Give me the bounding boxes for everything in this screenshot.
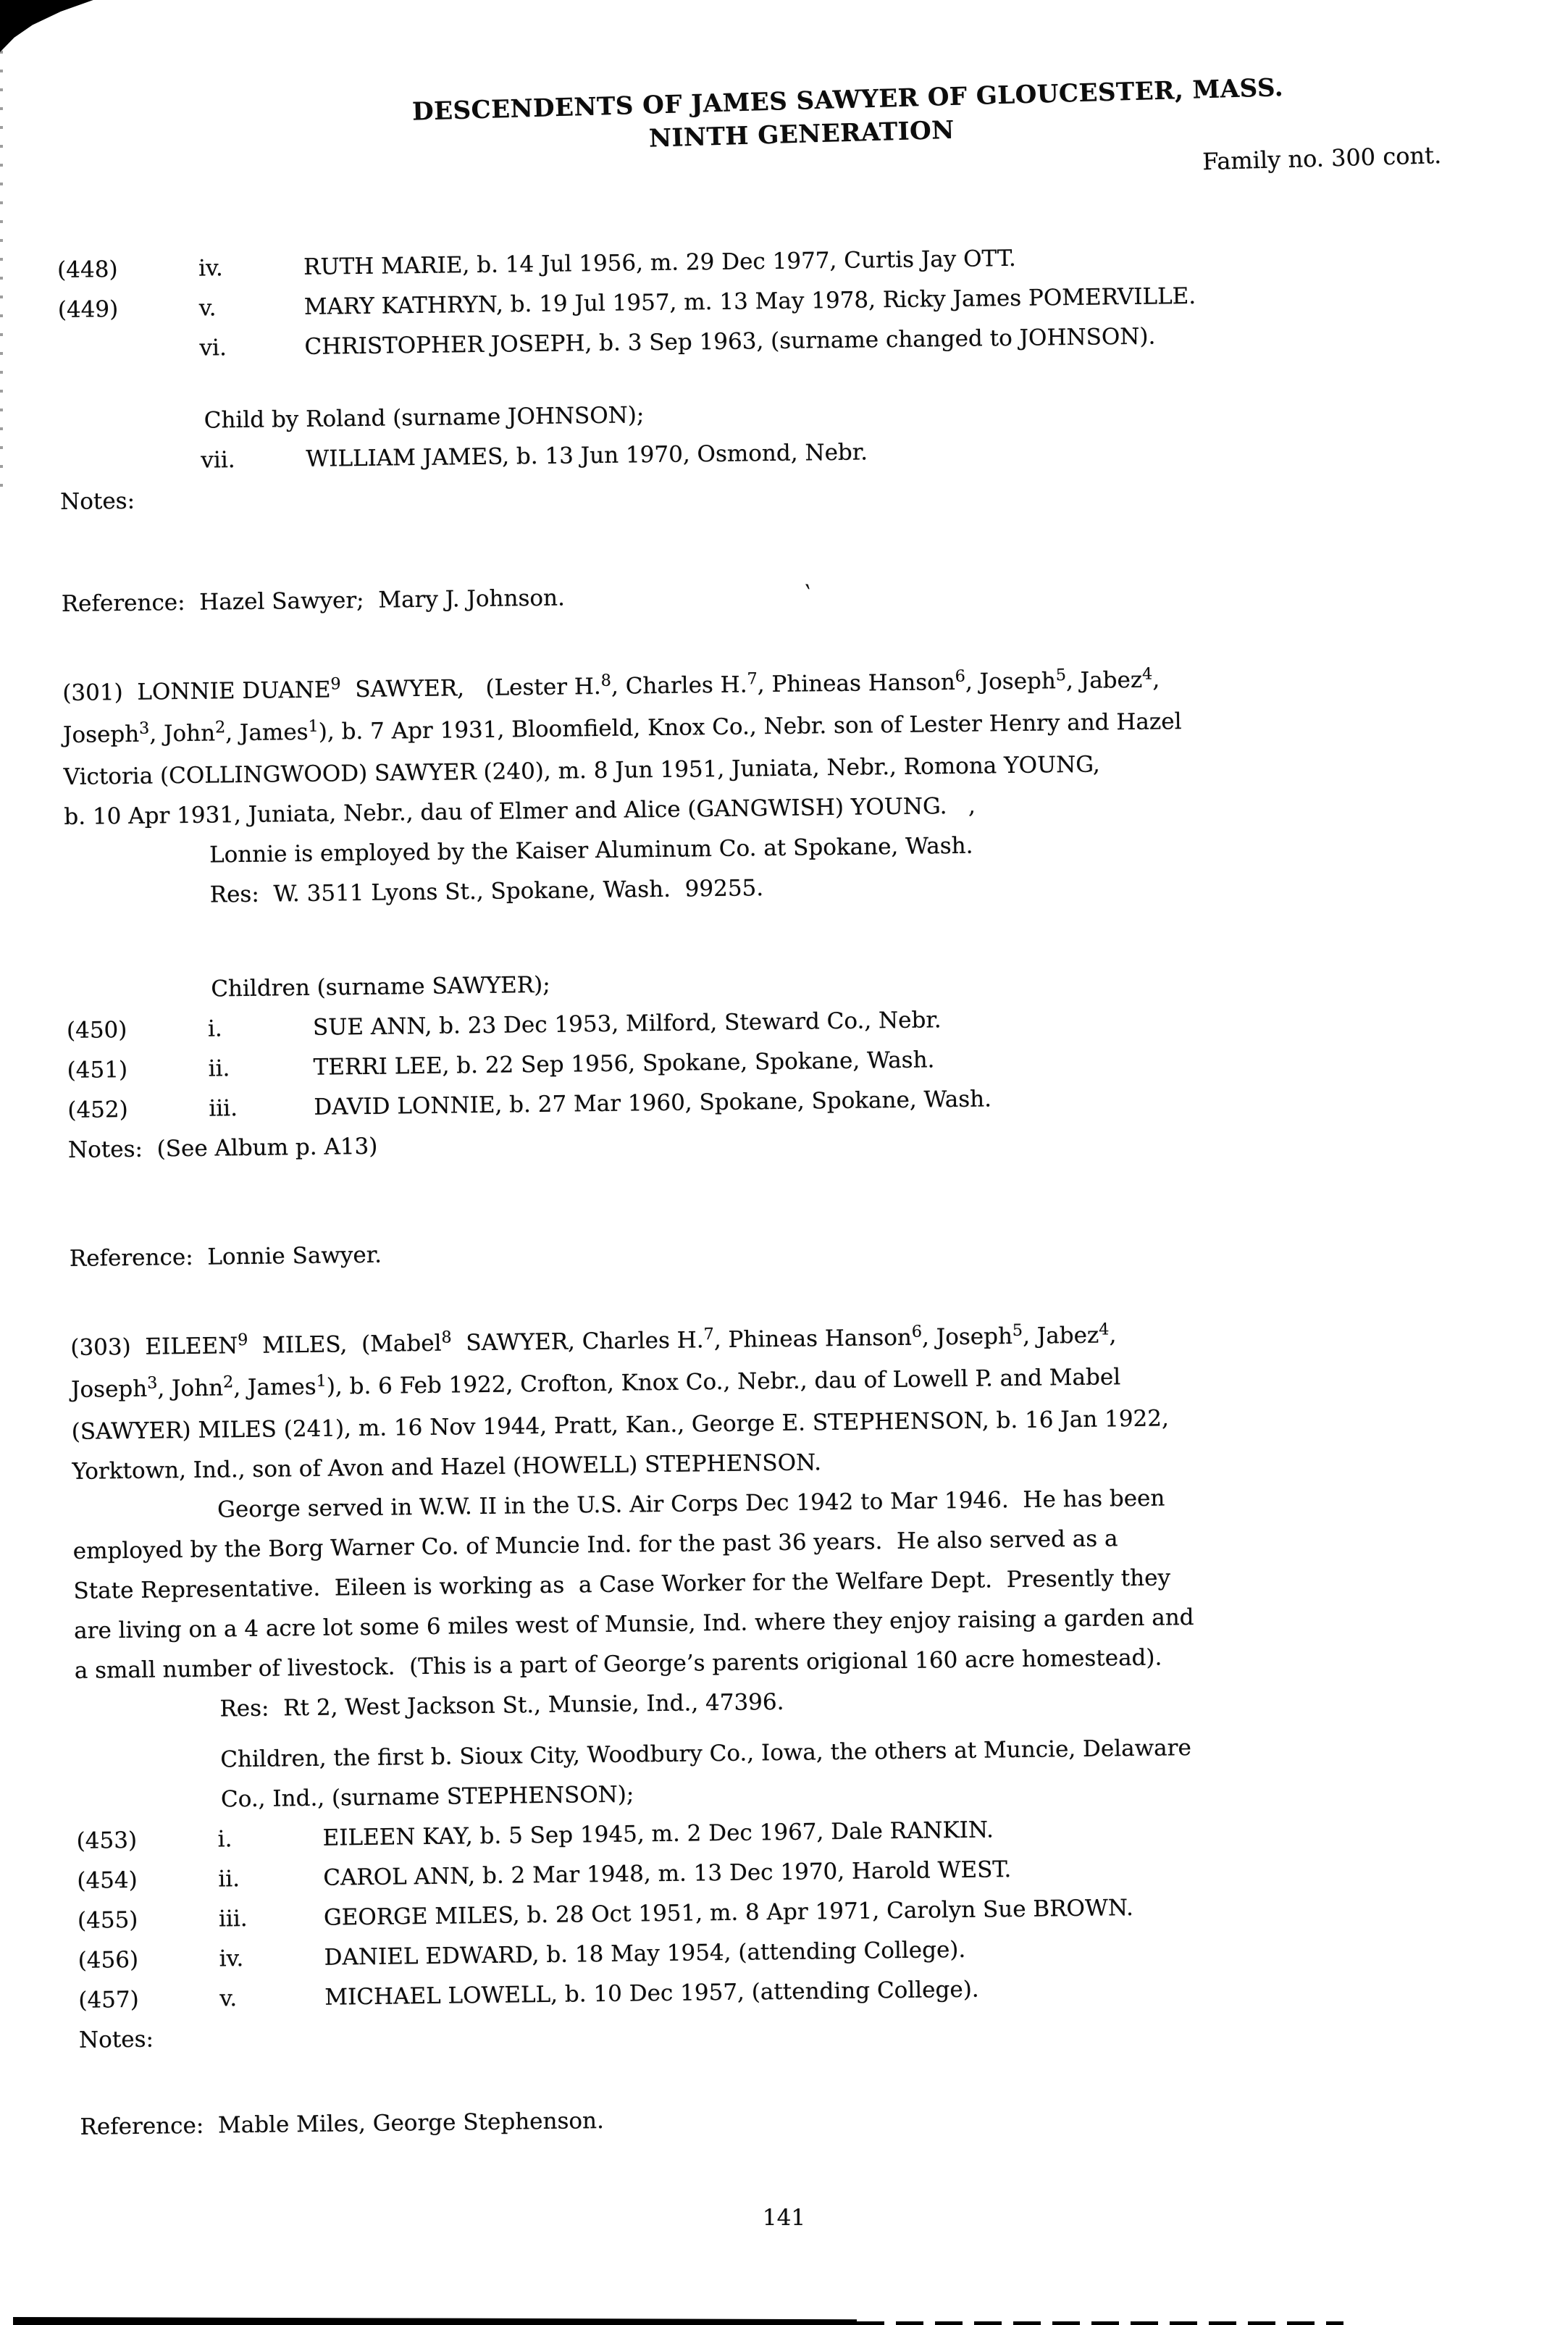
- child-number: (451): [67, 1056, 128, 1084]
- reference-text: Reference: Hazel Sawyer; Mary J. Johnson.: [61, 585, 566, 618]
- child-roman: vii.: [201, 447, 235, 474]
- child-number: [59, 441, 201, 482]
- child-text: WILLIAM JAMES, b. 13 Jun 1970, Osmond, Nebr.: [306, 439, 868, 472]
- child-roman: iii.: [209, 1095, 238, 1122]
- child-text: DANIEL EDWARD, b. 18 May 1954, (attending College).: [324, 1936, 966, 1971]
- page-title: DESCENDENTS OF JAMES SAWYER OF GLOUCESTER, MASS.: [411, 73, 1284, 127]
- notes-label: Notes:: [78, 2026, 154, 2053]
- child-text: MARY KATHRYN, b. 19 Jul 1957, m. 13 May 1978, Ricky James POMERVILLE.: [303, 282, 1196, 320]
- child-text: DAVID LONNIE, b. 27 Mar 1960, Spokane, Spokane, Wash.: [314, 1086, 992, 1120]
- genealogy-paragraph-line: Victoria (COLLINGWOOD) SAWYER (240), m. 8 Jun 1951, Juniata, Nebr., Romona YOUNG,: [63, 751, 1100, 790]
- children-heading: Child by Roland (surname JOHNSON);: [204, 402, 645, 434]
- reference-line: Reference: Lonnie Sawyer.: [69, 1241, 382, 1272]
- genealogy-paragraph-line: (303) EILEEN$^9$ MILES, (Mabel$^8$ SAWYER, Charles H.$^7$, Phineas Hanson$^6$, Joseph$^5$, Jabez$^4$,: [70, 1320, 1117, 1361]
- scan-bottom-bar-dashes: [857, 2321, 1343, 2325]
- child-text: GEORGE MILES, b. 28 Oct 1951, m. 8 Apr 1971, Carolyn Sue BROWN.: [323, 1895, 1134, 1931]
- genealogy-paragraph-line: (SAWYER) MILES (241), m. 16 Nov 1944, Pratt, Kan., George E. STEPHENSON, b. 16 Jan 1922,: [71, 1405, 1170, 1445]
- genealogy-paragraph-line: Yorktown, Ind., son of Avon and Hazel (HOWELL) STEPHENSON.: [72, 1449, 822, 1485]
- child-number: (457): [78, 1986, 139, 2014]
- bio-line: are living on a 4 acre lot some 6 miles west of Munsie, Ind. where they enjoy raising a garden and: [73, 1604, 1194, 1644]
- genealogy-paragraph-line: Joseph$^3$, John$^2$, James$^1$), b. 6 Feb 1922, Crofton, Knox Co., Nebr., dau of Lowell P. and Mabel: [70, 1364, 1121, 1403]
- child-number: (450): [66, 1016, 127, 1044]
- bio-line: George served in W.W. II in the U.S. Air Corps Dec 1942 to Mar 1946. He has been: [217, 1485, 1165, 1523]
- child-roman: v.: [219, 1985, 238, 2012]
- genealogy-paragraph-line: (301) LONNIE DUANE$^9$ SAWYER, (Lester H.$^8$, Charles H.$^7$, Phineas Hanson$^6$, Joseph$^5$, Jabez$^4$,: [62, 664, 1160, 706]
- notes-label: Notes:: [59, 487, 135, 516]
- child-roman: iii.: [218, 1906, 248, 1932]
- bio-line: employed by the Borg Warner Co. of Muncie Ind. for the past 36 years. He also served as a: [72, 1525, 1118, 1564]
- child-roman: ii.: [208, 1055, 230, 1082]
- residence-line: Res: W. 3511 Lyons St., Spokane, Wash. 99255.: [209, 875, 764, 908]
- stray-mark: ‵: [802, 579, 812, 609]
- scan-edge-noise: [0, 51, 3, 500]
- child-roman: iv.: [219, 1945, 244, 1972]
- child-roman: v.: [198, 295, 217, 322]
- scan-corner-artifact: [0, 0, 101, 52]
- child-text: CAROL ANN, b. 2 Mar 1948, m. 13 Dec 1970, Harold WEST.: [323, 1856, 1012, 1891]
- bio-line: a small number of livestock. (This is a part of George’s parents origional 160 acre homestead).: [74, 1644, 1162, 1684]
- page-number: 141: [762, 2205, 806, 2231]
- notes-label: Notes: (See Album p. A13): [67, 1133, 378, 1163]
- child-roman: ii.: [218, 1866, 240, 1893]
- child-number: (456): [77, 1946, 139, 1974]
- child-roman: iv.: [198, 255, 223, 282]
- genealogy-paragraph-line: Joseph$^3$, John$^2$, James$^1$), b. 7 Apr 1931, Bloomfield, Knox Co., Nebr. son of Lester Henry and Hazel: [62, 708, 1182, 748]
- children-heading: Children, the first b. Sioux City, Woodbury Co., Iowa, the others at Muncie, Delaware: [220, 1735, 1192, 1773]
- child-text: CHRISTOPHER JOSEPH, b. 3 Sep 1963, (surname changed to JOHNSON).: [304, 323, 1156, 360]
- child-number: (452): [67, 1096, 128, 1123]
- children-heading: Co., Ind., (surname STEPHENSON);: [220, 1781, 634, 1813]
- child-number: (449): [57, 296, 119, 324]
- scan-bottom-bar: [13, 2316, 857, 2325]
- family-number: Family no. 300 cont.: [1202, 141, 1442, 176]
- employment-line: Lonnie is employed by the Kaiser Aluminum Co. at Spokane, Wash.: [209, 832, 973, 868]
- child-text: RUTH MARIE, b. 14 Jul 1956, m. 29 Dec 1977, Curtis Jay OTT.: [303, 245, 1016, 280]
- child-number: (453): [76, 1827, 138, 1854]
- page-header: [54, 66, 1476, 210]
- page-content: [55, 73, 1499, 2148]
- residence-line: Res: Rt 2, West Jackson St., Munsie, Ind., 47396.: [219, 1688, 784, 1722]
- reference-line: [61, 566, 1481, 624]
- child-roman: vi.: [199, 335, 227, 361]
- child-number: (455): [77, 1906, 138, 1934]
- bio-line: State Representative. Eileen is working as a Case Worker for the Welfare Dept. Presently they: [73, 1564, 1171, 1604]
- child-number: [58, 329, 200, 370]
- child-roman: i.: [207, 1015, 223, 1042]
- child-text: MICHAEL LOWELL, b. 10 Dec 1957, (attending College).: [324, 1976, 979, 2011]
- child-text: EILEEN KAY, b. 5 Sep 1945, m. 2 Dec 1967, Dale RANKIN.: [322, 1817, 994, 1851]
- child-number: (448): [56, 256, 118, 284]
- child-number: (454): [77, 1867, 138, 1894]
- genealogy-paragraph-line: b. 10 Apr 1931, Juniata, Nebr., dau of Elmer and Alice (GANGWISH) YOUNG. ,: [64, 792, 976, 830]
- child-text: SUE ANN, b. 23 Dec 1953, Milford, Steward Co., Nebr.: [312, 1007, 942, 1041]
- page-subtitle: NINTH GENERATION: [648, 115, 955, 154]
- child-roman: i.: [217, 1826, 232, 1853]
- child-text: TERRI LEE, b. 22 Sep 1956, Spokane, Spokane, Wash.: [313, 1047, 935, 1081]
- children-heading: Children (surname SAWYER);: [211, 971, 550, 1002]
- reference-line: Reference: Mable Miles, George Stephenson.: [80, 2108, 605, 2140]
